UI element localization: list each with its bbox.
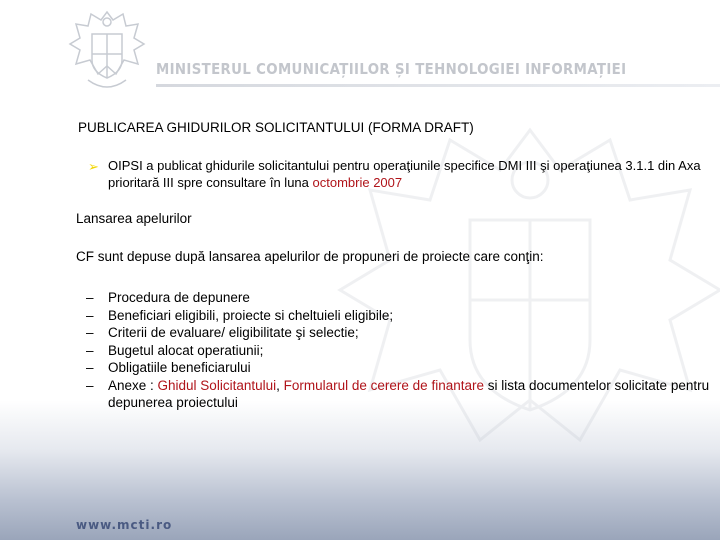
bullet-text bbox=[108, 157, 708, 191]
intro-emphasis: apelurilor de propuneri de proiecte bbox=[264, 249, 471, 264]
list-item-text: Criterii de evaluare/ eligibilitate şi selectie; bbox=[108, 325, 359, 340]
list-item-text: Beneficiari eligibili, proiecte si cheltuieli eligibile; bbox=[108, 307, 394, 323]
dash-bullet: – bbox=[86, 377, 94, 393]
bullet-item bbox=[88, 157, 708, 191]
intro-before: CF sunt depuse după lansarea bbox=[76, 249, 265, 264]
list-item-text: Bugetul alocat operatiunii; bbox=[108, 342, 264, 358]
dash-bullet: – bbox=[86, 360, 94, 375]
dash-bullet: – bbox=[86, 325, 94, 340]
intro-paragraph bbox=[76, 249, 706, 264]
list-item-annex bbox=[86, 377, 716, 412]
footer-url: www.mcti.ro bbox=[76, 518, 173, 532]
annex-form-link: Formularul de cerere de finantare bbox=[283, 377, 484, 393]
header-divider bbox=[156, 84, 720, 87]
content-list bbox=[86, 289, 716, 412]
annex-separator: , bbox=[276, 377, 284, 393]
list-item bbox=[86, 359, 716, 377]
annex-suffix: si lista documentelor solicitate pentru depunerea proiectului bbox=[108, 377, 710, 410]
section-subheading: Lansarea apelurilor bbox=[76, 211, 192, 226]
dash-bullet: – bbox=[86, 342, 94, 358]
annex-prefix: Anexe : bbox=[108, 377, 158, 393]
list-item-text: Obligatiile beneficiarului bbox=[108, 360, 251, 375]
list-item bbox=[86, 289, 716, 307]
slide-title: PUBLICAREA GHIDURILOR SOLICITANTULUI (FORMA DRAFT) bbox=[78, 120, 474, 135]
bullet-highlight: octombrie 2007 bbox=[312, 175, 403, 190]
annex-guide-link: Ghidul Solicitantului bbox=[157, 377, 277, 393]
list-item bbox=[86, 342, 716, 360]
list-item bbox=[86, 324, 716, 342]
list-item bbox=[86, 307, 716, 325]
arrow-bullet-icon: ➢ bbox=[88, 159, 99, 174]
coat-of-arms-icon bbox=[68, 8, 146, 100]
ministry-name: MINISTERUL COMUNICAȚIILOR ȘI TEHNOLOGIEI INFORMAȚIEI bbox=[156, 60, 627, 78]
bullet-body: OIPSI a publicat ghidurile solicitantului pentru operaţiunile specifice DMI III şi operaţiunea 3.1.1 din Axa prioritară III spre consultare în luna bbox=[108, 158, 701, 190]
intro-after: care conţin: bbox=[470, 249, 544, 264]
dash-bullet: – bbox=[86, 307, 94, 323]
list-item-text: Procedura de depunere bbox=[108, 290, 250, 305]
dash-bullet: – bbox=[86, 290, 94, 305]
